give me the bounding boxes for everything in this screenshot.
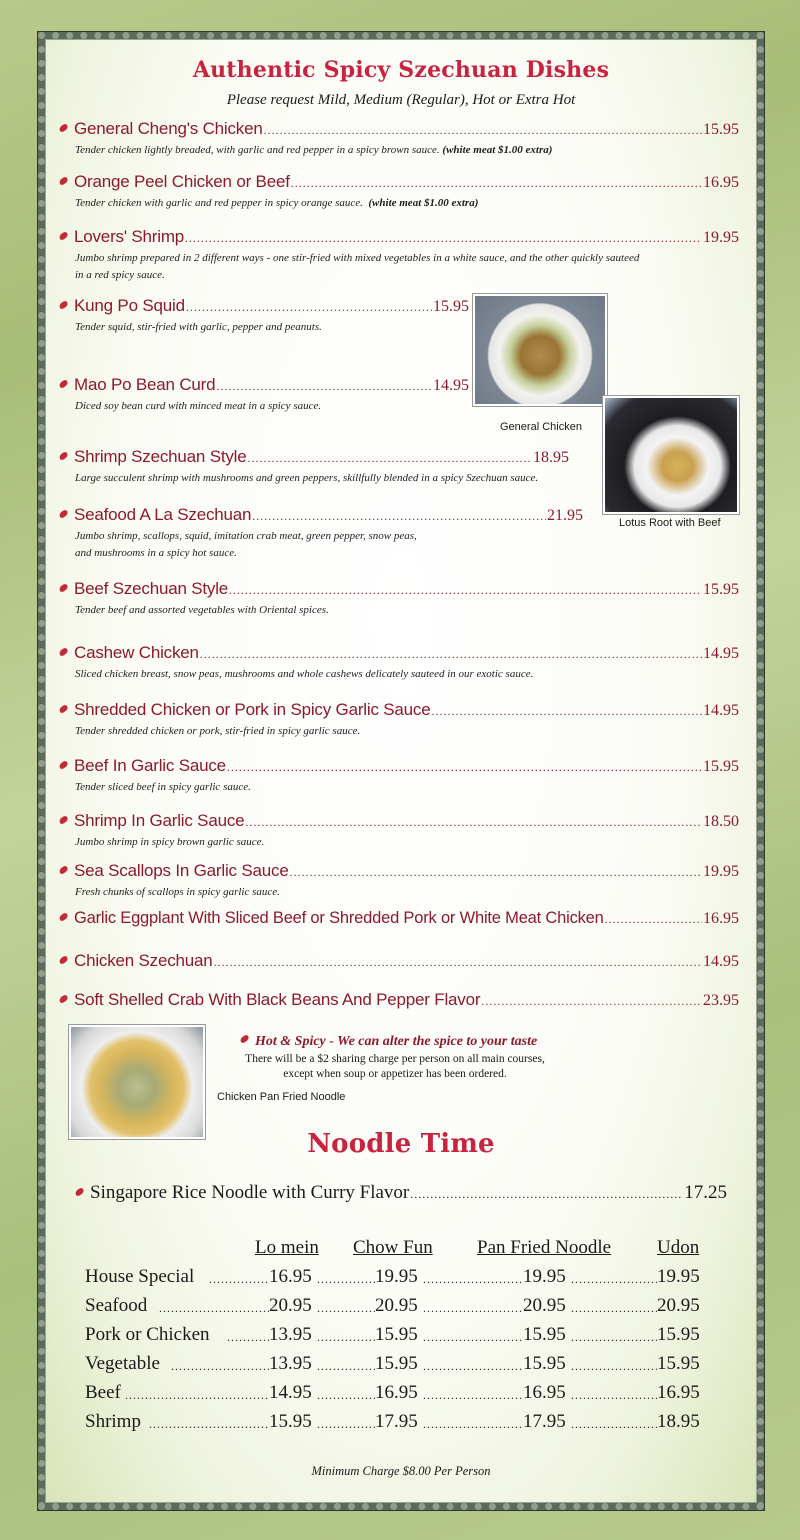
leader-dots: [252, 509, 546, 524]
item-price: 15.95: [703, 121, 739, 138]
item-price: 23.95: [703, 992, 739, 1009]
noodle-row-pork-chicken: Pork or Chicken ..... 13.95 ..... 15.95 ..... 15.95 ..... 15.95: [85, 1324, 715, 1348]
chili-icon: [58, 760, 69, 770]
leader-dots: [186, 300, 432, 315]
menu-item: [59, 643, 739, 683]
leader-dots: [200, 647, 702, 662]
chili-icon: [58, 123, 69, 133]
item-price: 15.95: [703, 758, 739, 775]
chili-icon: [58, 379, 69, 389]
item-name: Shrimp Szechuan Style: [74, 447, 247, 466]
sharing-charge-note: There will be a $2 sharing charge per person on all main courses, except when soup or appetizer has been ordered.: [245, 1053, 545, 1080]
item-price: 21.95: [547, 507, 583, 524]
item-description: Tender shredded chicken or pork, stir-fried in spicy garlic sauce.: [75, 725, 361, 737]
item-name: Beef In Garlic Sauce: [74, 756, 226, 775]
item-description: Tender chicken with garlic and red pepper in spicy orange sauce. (white meat $1.00 extra): [75, 197, 479, 209]
chili-icon: [58, 451, 69, 461]
menu-item: [59, 447, 569, 487]
chili-icon: [58, 955, 69, 965]
chili-icon: [58, 704, 69, 714]
menu-item: [59, 861, 739, 901]
item-name: General Cheng's Chicken: [74, 119, 263, 138]
noodle-row-vegetable: Vegetable ..... 13.95 ..... 15.95 ..... 15.95 ..... 15.95: [85, 1353, 715, 1377]
menu-item: [59, 951, 739, 971]
leader-dots: [216, 379, 432, 394]
item-description: Sliced chicken breast, snow peas, mushrooms and whole cashews delicately sauteed in our exotic sauce.: [75, 668, 534, 680]
item-price: 14.95: [703, 953, 739, 970]
item-price: 18.95: [533, 449, 569, 466]
item-price: 18.50: [703, 813, 739, 830]
general-chicken-photo: [473, 294, 607, 406]
item-description: Jumbo shrimp, scallops, squid, imitation crab meat, green pepper, snow peas, and mushrooms in a spicy hot sauce.: [75, 530, 417, 559]
menu-item: [59, 119, 739, 159]
leader-dots: [431, 704, 702, 719]
noodle-row-house-special: House Special ..... 16.95 ..... 19.95 ..... 19.95 ..... 19.95: [85, 1266, 715, 1290]
item-price: 14.95: [703, 702, 739, 719]
leader-dots: [481, 994, 702, 1009]
section-title: Authentic Spicy Szechuan Dishes: [192, 57, 610, 83]
item-description: Tender chicken lightly breaded, with garlic and red pepper in a spicy brown sauce. (white meat $1.00 extra): [75, 144, 553, 156]
item-price: 16.95: [703, 174, 739, 191]
pan-fried-noodle-photo: [69, 1025, 205, 1139]
item-description: Tender sliced beef in spicy garlic sauce.: [75, 781, 251, 793]
item-price: 15.95: [703, 581, 739, 598]
noodle-section-title: Noodle Time: [307, 1129, 495, 1159]
item-name: Shredded Chicken or Pork in Spicy Garlic Sauce: [74, 700, 431, 719]
spice-note-heading: Hot & Spicy - We can alter the spice to your taste: [240, 1034, 537, 1050]
column-header-chow-fun: Chow Fun: [353, 1237, 433, 1258]
column-header-lo-mein: Lo mein: [255, 1237, 319, 1258]
chili-icon: [58, 231, 69, 241]
menu-item: [59, 296, 469, 336]
menu-item: [59, 172, 739, 212]
menu-item: [59, 375, 469, 415]
chili-icon: [58, 647, 69, 657]
leader-dots: [605, 912, 702, 927]
chili-icon: [239, 1034, 250, 1044]
chili-icon: [58, 912, 69, 922]
item-description: Tender beef and assorted vegetables with Oriental spices.: [75, 604, 329, 616]
item-name: Garlic Eggplant With Sliced Beef or Shredded Pork or White Meat Chicken: [74, 909, 604, 927]
leader-dots: [264, 123, 702, 138]
item-name: Soft Shelled Crab With Black Beans And Pepper Flavor: [74, 990, 481, 1009]
column-header-udon: Udon: [657, 1237, 700, 1258]
menu-item: [59, 505, 583, 562]
item-price: 19.95: [703, 229, 739, 246]
menu-frame: [38, 32, 764, 1510]
minimum-charge-note: Minimum Charge $8.00 Per Person: [311, 1464, 491, 1478]
spice-subtitle: Please request Mild, Medium (Regular), Hot or Extra Hot: [226, 92, 576, 108]
leader-dots: [227, 760, 702, 775]
chili-icon: [58, 865, 69, 875]
chili-icon: [58, 815, 69, 825]
menu-item: [59, 579, 739, 619]
item-name: Orange Peel Chicken or Beef: [74, 172, 290, 191]
menu-item: [59, 909, 739, 928]
noodle-row-seafood: Seafood ..... 20.95 ..... 20.95 ..... 20.95 ..... 20.95: [85, 1295, 715, 1319]
item-price: 16.95: [703, 910, 739, 927]
chili-icon: [58, 176, 69, 186]
noodle-row-beef: Beef ..... 14.95 ..... 16.95 ..... 16.95 ..... 16.95: [85, 1382, 715, 1406]
lotus-root-photo: [603, 396, 739, 514]
chili-icon: [58, 509, 69, 519]
item-price: 14.95: [433, 377, 469, 394]
photo-caption: Chicken Pan Fried Noodle: [217, 1091, 346, 1103]
menu-item: [59, 756, 739, 796]
item-name: Mao Po Bean Curd: [74, 375, 216, 394]
chili-icon: [58, 300, 69, 310]
item-description: Diced soy bean curd with minced meat in a spicy sauce.: [75, 400, 322, 412]
leader-dots: [248, 451, 533, 466]
menu-item: [59, 700, 739, 740]
item-name: Chicken Szechuan: [74, 951, 213, 970]
singapore-noodle-item: Singapore Rice Noodle with Curry Flavor ..... 17.25: [75, 1182, 727, 1204]
chili-icon: [74, 1187, 85, 1197]
menu-item: [59, 227, 739, 284]
item-name: Seafood A La Szechuan: [74, 505, 252, 524]
item-price: 19.95: [703, 863, 739, 880]
leader-dots: [229, 583, 702, 598]
item-name: Cashew Chicken: [74, 643, 199, 662]
column-header-pan-fried: Pan Fried Noodle: [477, 1237, 612, 1258]
menu-item: [59, 811, 739, 851]
leader-dots: [290, 865, 702, 880]
leader-dots: [410, 1187, 683, 1202]
noodle-row-shrimp: Shrimp ..... 15.95 ..... 17.95 ..... 17.95 ..... 18.95: [85, 1411, 715, 1435]
leader-dots: [291, 176, 702, 191]
item-name: Lovers' Shrimp: [74, 227, 185, 246]
item-description: Tender squid, stir-fried with garlic, pepper and peanuts.: [75, 321, 322, 333]
menu-item: [59, 990, 739, 1010]
item-description: Large succulent shrimp with mushrooms and green peppers, skillfully blended in a spicy Szechuan sauce.: [75, 472, 539, 484]
item-description: Jumbo shrimp prepared in 2 different ways - one stir-fried with mixed vegetables in a white sauce, and the other quickly sauteed in a red spicy sauce.: [75, 252, 640, 281]
item-name: Sea Scallops In Garlic Sauce: [74, 861, 289, 880]
chili-icon: [58, 583, 69, 593]
item-price: 15.95: [433, 298, 469, 315]
item-price: 14.95: [703, 645, 739, 662]
item-description: Fresh chunks of scallops in spicy garlic sauce.: [75, 886, 280, 898]
item-name: Kung Po Squid: [74, 296, 185, 315]
leader-dots: [214, 955, 702, 970]
leader-dots: [185, 231, 702, 246]
leader-dots: [245, 815, 702, 830]
photo-caption: Lotus Root with Beef: [619, 517, 721, 529]
item-description: Jumbo shrimp in spicy brown garlic sauce.: [75, 836, 265, 848]
item-name: Shrimp In Garlic Sauce: [74, 811, 245, 830]
photo-caption: General Chicken: [500, 421, 582, 433]
item-name: Beef Szechuan Style: [74, 579, 229, 598]
chili-icon: [58, 994, 69, 1004]
